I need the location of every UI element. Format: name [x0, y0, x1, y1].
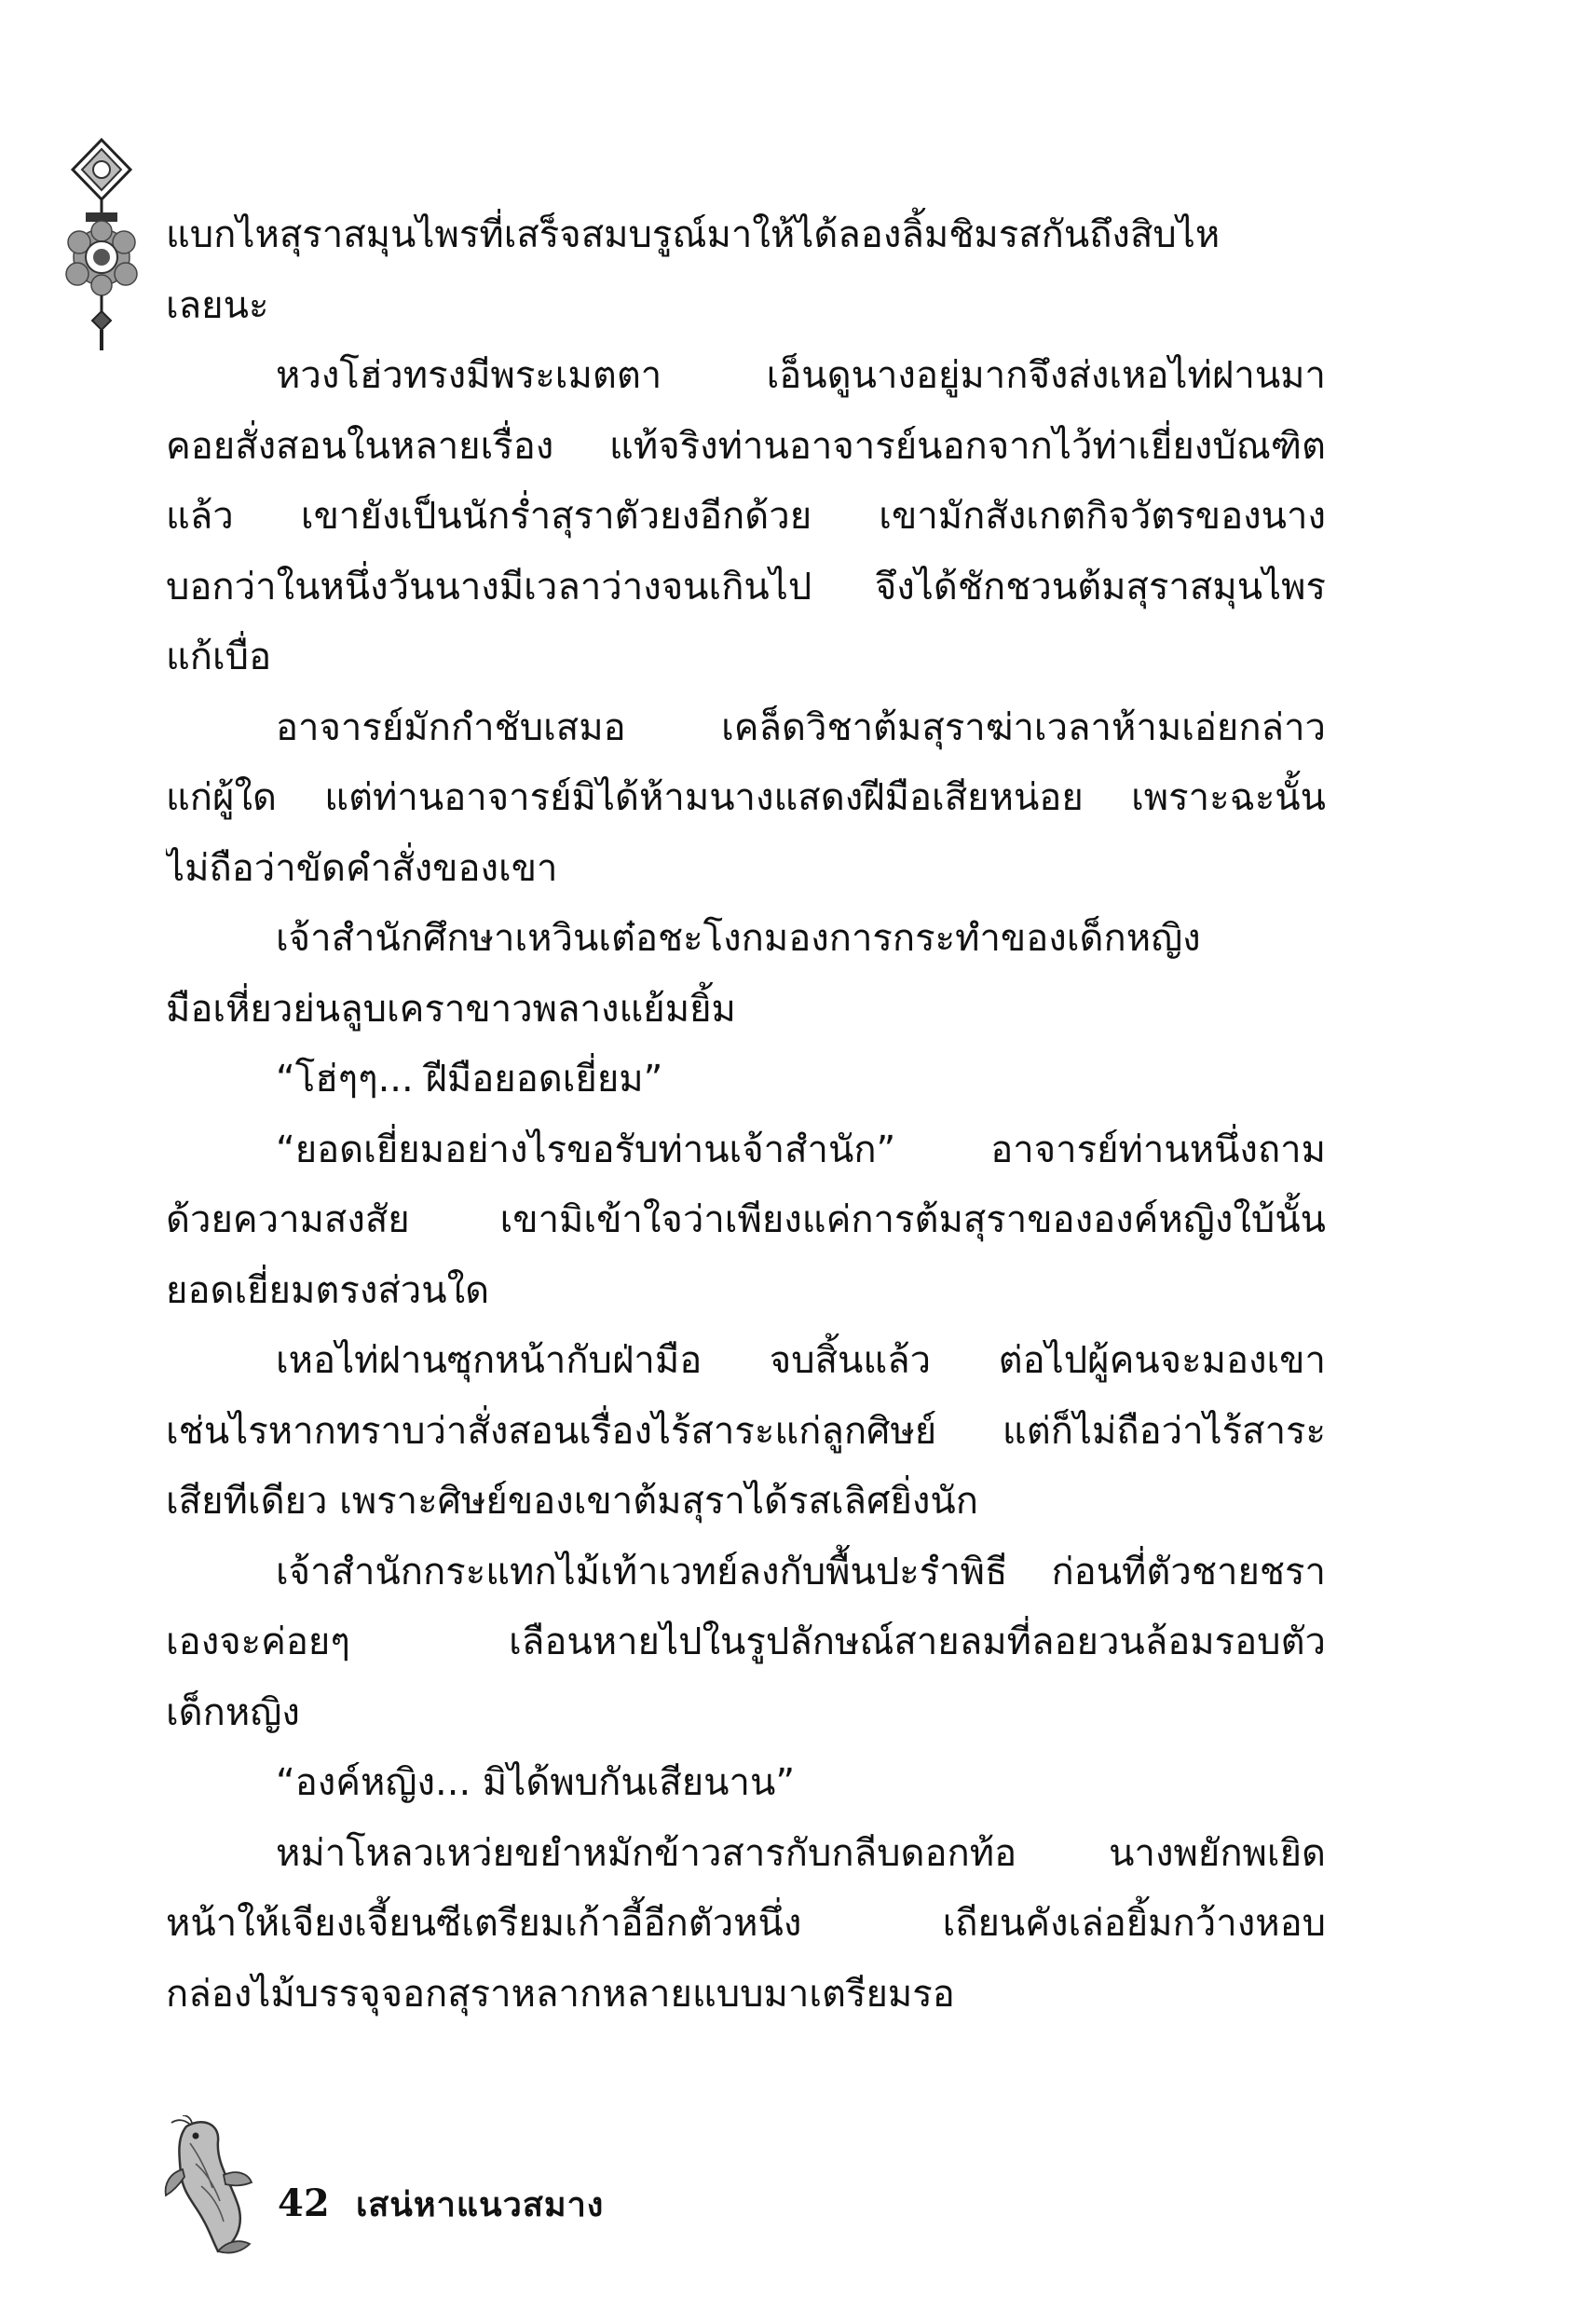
page-number: 42 [278, 2181, 330, 2225]
page-footer [140, 2115, 792, 2255]
text-line: หวงโฮ่วทรงมีพระเมตตา เอ็นดูนางอยู่มากจึงส่งเหอไท่ฝานมา [276, 354, 1326, 397]
text-line: หน้าให้เจียงเจี้ยนซีเตรียมเก้าอี้อีกตัวหนึ่ง เถียนคังเล่อยิ้มกว้างหอบ [166, 1902, 1326, 1945]
text-line: เจ้าสำนักกระแทกไม้เท้าเวทย์ลงกับพื้นปะรำพิธี ก่อนที่ตัวชายชรา [276, 1550, 1326, 1593]
text-line: เช่นไรหากทราบว่าสั่งสอนเรื่องไร้สาระแก่ลูกศิษย์ แต่ก็ไม่ถือว่าไร้สาระ [166, 1409, 1326, 1453]
text-line: เสียทีเดียว เพราะศิษย์ของเขาต้มสุราได้รสเลิศยิ่งนัก [166, 1480, 978, 1523]
text-line: “ยอดเยี่ยมอย่างไรขอรับท่านเจ้าสำนัก” อาจารย์ท่านหนึ่งถาม [276, 1128, 1326, 1171]
text-line: มือเหี่ยวย่นลูบเคราขาวพลางแย้มยิ้ม [166, 987, 736, 1031]
koi-fish-icon [158, 2115, 261, 2255]
text-line: แบกไหสุราสมุนไพรที่เสร็จสมบรูณ์มาให้ได้ลองลิ้มชิมรสกันถึงสิบไห [166, 213, 1221, 256]
text-line: แก่ผู้ใด แต่ท่านอาจารย์มิได้ห้ามนางแสดงฝีมือเสียหน่อย เพราะฉะนั้น [166, 776, 1326, 819]
text-line: คอยสั่งสอนในหลายเรื่อง แท้จริงท่านอาจารย์นอกจากไว้ท่าเยี่ยงบัณฑิต [166, 424, 1326, 468]
body-text [166, 200, 1326, 2030]
text-line: เองจะค่อยๆ เลือนหายไปในรูปลักษณ์สายลมที่ลอยวนล้อมรอบตัว [166, 1620, 1326, 1663]
text-line: เลยนะ [166, 283, 269, 327]
text-line: ไม่ถือว่าขัดคำสั่งของเขา [166, 846, 558, 890]
book-title: เสน่หาแนวสมาง [356, 2186, 605, 2224]
text-line: หม่าโหลวเหว่ยขยำหมักข้าวสารกับกลีบดอกท้อ นางพยักพเยิด [276, 1831, 1326, 1875]
chinese-lantern-ornament-icon [63, 138, 140, 352]
text-line: เหอไท่ฝานซุกหน้ากับฝ่ามือ จบสิ้นแล้ว ต่อไปผู้คนจะมองเขา [276, 1339, 1326, 1382]
text-line: ด้วยความสงสัย เขามิเข้าใจว่าเพียงแค่การต้มสุราขององค์หญิงใบ้นั้น [166, 1198, 1326, 1241]
text-line: แล้ว เขายังเป็นนักร่ำสุราตัวยงอีกด้วย เขามักสังเกตกิจวัตรของนาง [166, 495, 1326, 538]
text-line: “องค์หญิง... มิได้พบกันเสียนาน” [276, 1761, 796, 1804]
text-line: แก้เบื่อ [166, 636, 272, 678]
text-line: ยอดเยี่ยมตรงส่วนใด [166, 1268, 490, 1312]
text-line: อาจารย์มักกำชับเสมอ เคล็ดวิชาต้มสุราฆ่าเวลาห้ามเอ่ยกล่าว [276, 705, 1326, 749]
text-line: “โฮ่ๆๆ... ฝีมือยอดเยี่ยม” [276, 1058, 663, 1101]
text-line: เด็กหญิง [166, 1690, 300, 1734]
text-line: กล่องไม้บรรจุจอกสุราหลากหลายแบบมาเตรียมรอ [166, 1972, 955, 2016]
text-line: บอกว่าในหนึ่งวันนางมีเวลาว่างจนเกินไป จึงได้ชักชวนต้มสุราสมุนไพร [166, 565, 1326, 609]
text-line: เจ้าสำนักศึกษาเหวินเต๋อชะโงกมองการกระทำของเด็กหญิง [276, 917, 1201, 960]
